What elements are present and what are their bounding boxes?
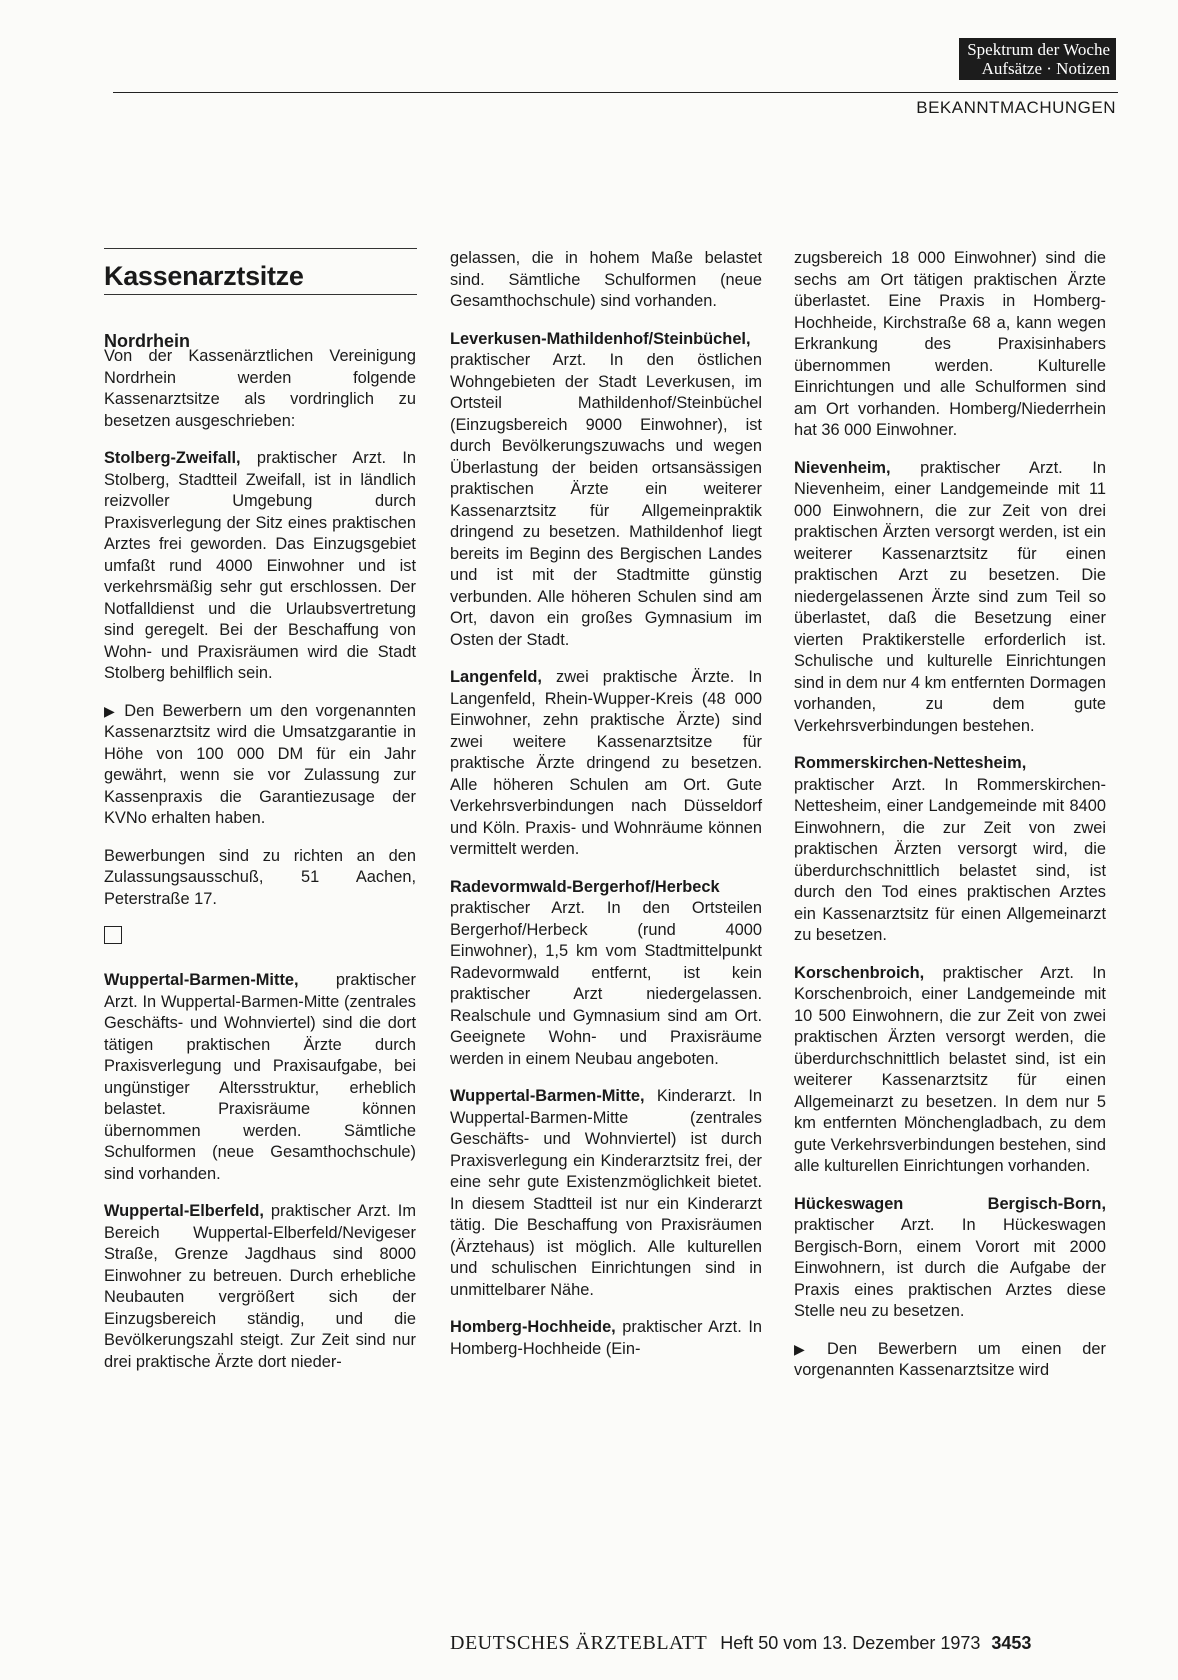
listing-paragraph xyxy=(794,963,1106,1178)
header-box-line1: Spektrum der Woche xyxy=(967,40,1110,59)
continued-paragraph: gelassen, die in hohem Maße belastet sind. Sämtliche Schulformen (neue Gesamthochschule) sind vorhanden. xyxy=(450,249,762,310)
listing-body: praktischer Arzt. In Hückeswagen Bergisch-Born, einem Vorort mit 2000 Einwohnern, ist durch die Aufgabe der Praxis eines praktischen Arztes diese Stelle neu zu besetzen. xyxy=(794,1216,1106,1320)
region-subhead: Nordrhein xyxy=(104,331,191,351)
listing-paragraph xyxy=(450,1317,762,1360)
section-label: BEKANNTMACHUNGEN xyxy=(916,98,1116,117)
note-body: Den Bewerbern um den vorgenannten Kassenarztsitz wird die Umsatzgarantie in Höhe von 100 000 DM für ein Jahr gewährt, wenn sie vor Zulassung zur Kassenpraxis die Garantiezusage der KVNo erhalten haben. xyxy=(104,701,416,827)
listing-body: praktischer Arzt. In Korschenbroich, einer Landgemeinde mit 10 500 Einwohnern, die zur Zeit von zwei praktischen Ärzten versorgt werden, die überdurchschnittlich belastet sind, ist ein weiterer Kassenarztsitz für einen Allgemeinarzt zu besetzen. In dem nur 5 km entfernten Mönchengladbach, zu dem gute Verkehrsverbindungen bestehen, sind alle kulturellen Einrichtungen vorhanden. xyxy=(794,963,1106,1175)
listing-paragraph xyxy=(450,1086,762,1301)
title-block xyxy=(104,248,417,352)
listing-paragraph xyxy=(794,753,1106,947)
listing-body: praktischer Arzt. In Homberg-Hochheide (Ein- xyxy=(450,1318,762,1358)
listing-heading: Leverkusen-Mathildenhof/Steinbüchel, xyxy=(450,329,751,348)
top-rule xyxy=(113,92,1118,93)
listing-paragraph xyxy=(450,667,762,861)
listing-body: praktischer Arzt. In Rommerskirchen-Nettesheim, einer Landgemeinde mit 8400 Einwohnern, die zur Zeit von zwei praktischen Ärzten versorgt wird, die überdurchschnittlich belastet sind, ist durch den Tod eines praktischen Arztes ein Kassenarztsitz für einen Allgemeinarzt zu besetzen. xyxy=(794,775,1106,944)
listing-heading: Korschenbroich, xyxy=(794,963,925,982)
listing-paragraph xyxy=(794,1194,1106,1323)
arrow-icon: ▶ xyxy=(794,1340,821,1357)
listing-heading: Hückeswagen Bergisch-Born, xyxy=(794,1194,1106,1213)
intro-paragraph: Von der Kassenärztlichen Vereinigung Nordrhein werden folgende Kassenarztsitze als vordringlich zu besetzen ausgeschrieben: xyxy=(104,347,416,430)
listing-heading: Wuppertal-Barmen-Mitte, xyxy=(450,1087,645,1105)
header-box-line2: Aufsätze · Notizen xyxy=(981,59,1110,78)
listing-body: praktischer Arzt. In Wuppertal-Barmen-Mitte (zentrales Geschäfts- und Wohnviertel) sind die dort tätigen praktischen Ärzte durch Praxisverlegung und Praxisaufgabe, bei ungünstiger Altersstruktur, erheblich belastet. Praxisräume können übernommen werden. Sämtliche Schulformen (neue Gesamthochschule) sind vorhanden. xyxy=(104,971,416,1183)
note-paragraph xyxy=(794,1339,1106,1382)
arrow-icon: ▶ xyxy=(104,702,119,719)
listing-paragraph xyxy=(104,970,416,1185)
listing-paragraph xyxy=(450,877,762,1071)
listing-body: praktischer Arzt. In den östlichen Wohngebieten der Stadt Leverkusen, im Ortsteil Mathildenhof/Steinbüchel (Einzugsbereich 9000 Einwohner), ist durch Bevölkerungszuwachs und wegen Überlastung der beiden ortsansässigen praktischen Ärzte ein weiterer Kassenarztsitz für Allgemeinpraktik dringend zu besetzen. Mathildenhof liegt bereits im Beginn des Bergischen Landes und ist mit der Stadtmitte günstig verbunden. Alle höheren Schulen sind am Ort, davon ein großes Gymnasium im Osten der Stadt. xyxy=(450,351,762,649)
listing-heading: Nievenheim, xyxy=(794,458,891,477)
listing-paragraph xyxy=(104,448,416,685)
title-rule-bottom xyxy=(104,294,417,295)
listing-heading: Rommerskirchen-Nettesheim, xyxy=(794,754,1027,772)
listing-body: praktischer Arzt. In Nievenheim, einer Landgemeinde mit 11 000 Einwohnern, die zur Zeit von drei praktischen Ärzten versorgt werden, ist ein weiterer Kassenarztsitz für einen praktischen Arzt zu besetzen. Die niedergelassenen Ärzte sind zum Teil so überlastet, daß die Besetzung einer vierten Praktikerstelle erforderlich ist. Schulische und kulturelle Einrichtungen sind in dem nur 4 km entfernten Dormagen vorhanden, zu dem gute Verkehrsverbindungen bestehen. xyxy=(794,458,1106,735)
note-paragraph xyxy=(104,701,416,830)
article-title: Kassenarztsitze xyxy=(104,261,304,291)
listing-paragraph xyxy=(450,329,762,652)
column-3 xyxy=(794,248,1106,1398)
application-paragraph: Bewerbungen sind zu richten an den Zulassungsausschuß, 51 Aachen, Peterstraße 17. xyxy=(104,846,416,908)
listing-heading: Stolberg-Zweifall, xyxy=(104,449,241,467)
continued-paragraph: zugsbereich 18 000 Einwohner) sind die sechs am Ort tätigen praktischen Ärzte überlastet. Eine Praxis in Homberg-Hochheide, Kirchstraße 68 a, kann wegen Erkrankung des Praxisinhabers übernommen werden. Kulturelle Einrichtungen und alle Schulformen sind am Ort vorhanden. Homberg/Niederrhein hat 36 000 Einwohner. xyxy=(794,249,1106,439)
listing-body: praktischer Arzt. Im Bereich Wuppertal-Elberfeld/Nevigeser Straße, Grenze Jagdhaus sind 8000 Einwohner zu betreuen. Durch erhebliche Neubauten vergrößert sich der Einzugsbereich ständig, und die Bevölkerungszahl steigt. Zur Zeit sind nur drei praktische Ärzte dort nieder- xyxy=(104,1202,416,1371)
page-footer xyxy=(450,1632,1031,1655)
page-number: 3453 xyxy=(991,1633,1032,1653)
journal-name: DEUTSCHES ÄRZTEBLATT xyxy=(450,1632,708,1654)
issue-info: Heft 50 vom 13. Dezember 1973 xyxy=(720,1633,981,1653)
column-1 xyxy=(104,346,416,1389)
listing-heading: Langenfeld, xyxy=(450,668,542,686)
header-box xyxy=(959,38,1116,80)
listing-paragraph xyxy=(104,1201,416,1373)
note-body: Den Bewerbern um einen der vorgenannten Kassenarztsitze wird xyxy=(794,1339,1106,1379)
column-2 xyxy=(450,248,762,1376)
listing-body: praktischer Arzt. In Stolberg, Stadtteil Zweifall, ist in ländlich reizvoller Umgebung durch Praxisverlegung der Sitz eines praktischen Arztes frei geworden. Das Einzugsgebiet umfaßt rund 4000 Einwohner und ist verkehrsmäßig sehr gut erschlossen. Der Notfalldienst und die Urlaubsvertretung sind geregelt. Bei der Beschaffung von Wohn- und Praxisräumen wird die Stadt Stolberg behilflich sein. xyxy=(104,449,416,682)
listing-body: praktischer Arzt. In den Ortsteilen Bergerhof/Herbeck (rund 4000 Einwohner), 1,5 km vom Stadtmittelpunkt Radevormwald entfernt, ist kein praktischer Arzt niedergelassen. Realschule und Gymnasium sind am Ort. Geeignete Wohn- und Praxisräume werden in einem Neubau angeboten. xyxy=(450,899,762,1068)
square-icon xyxy=(104,926,122,944)
listing-heading: Wuppertal-Barmen-Mitte, xyxy=(104,971,299,989)
listing-body: zwei praktische Ärzte. In Langenfeld, Rhein-Wupper-Kreis (48 000 Einwohner, zehn praktische Ärzte) sind zwei weitere Kassenarztsitze für praktische Ärzte dringend zu besetzen. Alle höheren Schulen am Ort. Gute Verkehrsverbindungen nach Düsseldorf und Köln. Praxis- und Wohnräume können vermittelt werden. xyxy=(450,668,762,858)
listing-paragraph xyxy=(794,458,1106,738)
listing-heading: Wuppertal-Elberfeld, xyxy=(104,1202,264,1220)
listing-heading: Radevormwald-Bergerhof/Herbeck xyxy=(450,877,720,896)
listing-heading: Homberg-Hochheide, xyxy=(450,1318,616,1336)
listing-body: Kinderarzt. In Wuppertal-Barmen-Mitte (zentrales Geschäfts- und Wohnviertel) ist durch Praxisverlegung ein Kinderarztsitz frei, der eine sehr gute Existenzmöglichkeit bietet. In diesem Stadtteil ist nur ein Kinderarzt tätig. Die Beschaffung von Praxisräumen (Ärztehaus) ist möglich. Alle kulturellen und schulischen Einrichtungen sind in unmittelbarer Nähe. xyxy=(450,1087,762,1299)
